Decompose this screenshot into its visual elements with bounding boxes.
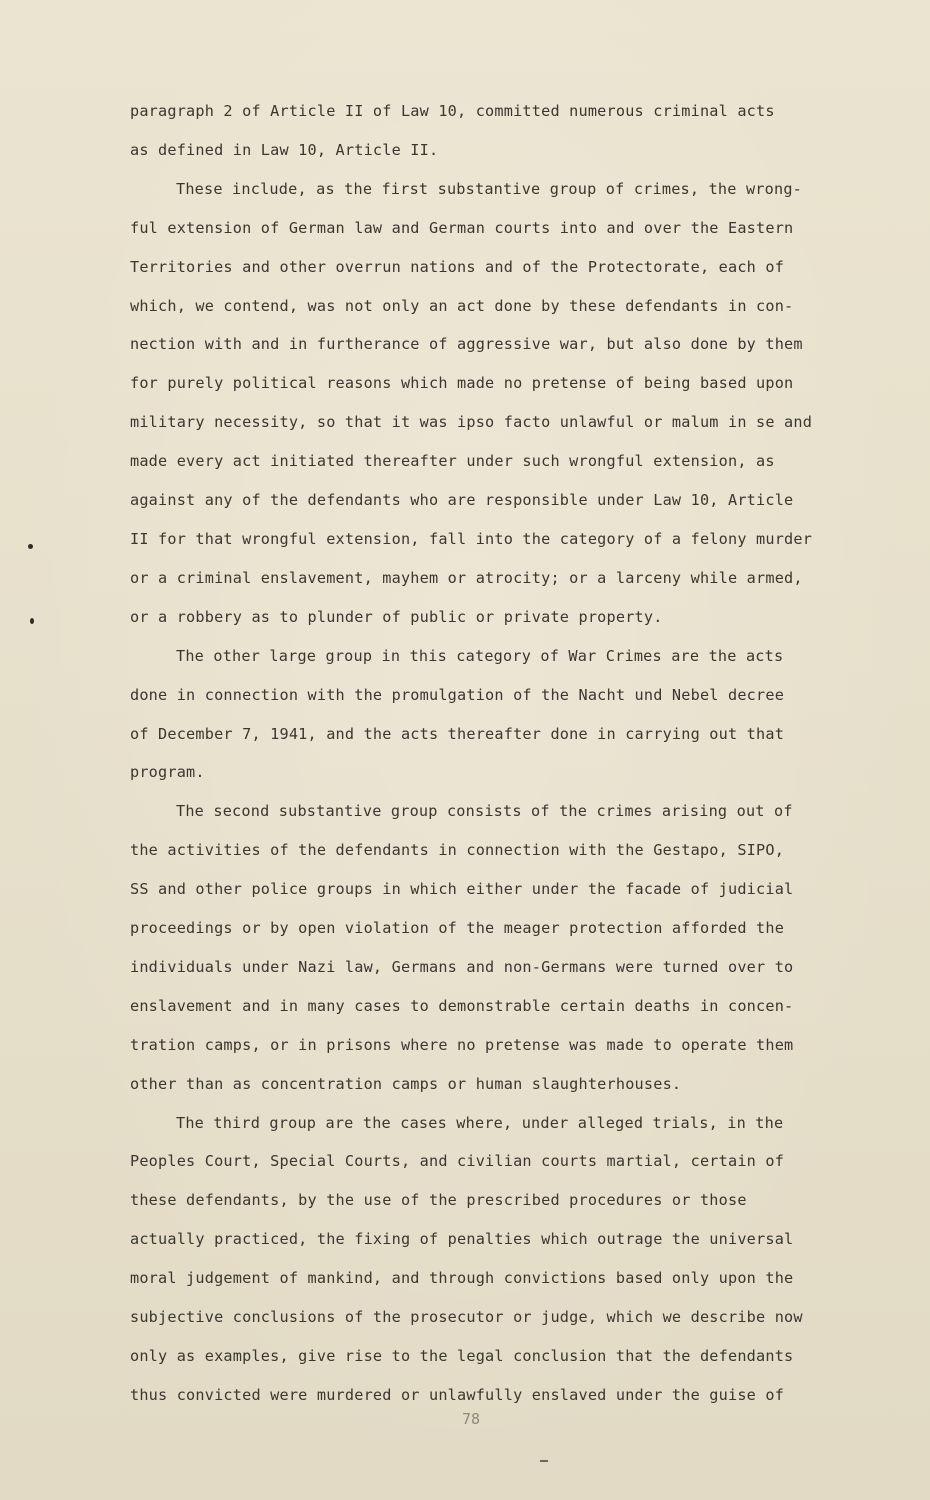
ink-speck <box>30 618 34 624</box>
typed-text-body <box>130 92 850 1415</box>
page-number: 78 <box>462 1410 481 1428</box>
paragraph-1: paragraph 2 of Article II of Law 10, committed numerous criminal acts as defined in Law 10, Article II. <box>130 102 775 159</box>
paragraph-3: The other large group in this category of War Crimes are the acts done in connection with the promulgation of the Nacht und Nebel decree of December 7, 1941, and the acts thereafter done in carrying out that program. <box>130 646 785 782</box>
paragraph-2: These include, as the first substantive group of crimes, the wrong- ful extension of German law and German courts into and over the Eastern Territories and other overrun nations and of the Protectorate, each of which, we contend, was not only an act done by these defendants in con- nection with and in furtherance of aggressive war, but also done by them for purely political reasons which made no pretense of being based upon military necessity, so that it was ipso facto unlawful or malum in se and made every act initiated thereafter under such wrongful extension, as against any of the defendants who are responsible under Law 10, Article II for that wrongful extension, fall into the category of a felony murder or a criminal enslavement, mayhem or atrocity; or a larceny while armed, or a robbery as to plunder of public or private property. <box>130 179 813 626</box>
paragraph-4: The second substantive group consists of the crimes arising out of the activities of the defendants in connection with the Gestapo, SIPO, SS and other police groups in which either under the facade of judicial proceedings or by open violation of the meager protection afforded the individuals under Nazi law, Germans and non-Germans were turned over to enslavement and in many cases to demonstrable certain deaths in concen- tration camps, or in prisons where no pretense was made to operate them other than as concentration camps or human slaughterhouses. <box>130 802 794 1093</box>
ink-speck <box>28 544 33 549</box>
paragraph-5: The third group are the cases where, under alleged trials, in the Peoples Court, Special Courts, and civilian courts martial, certain of these defendants, by the use of the prescribed procedures or those actually practiced, the fixing of penalties which outrage the universal moral judgement of mankind, and through convictions based only upon the subjective conclusions of the prosecutor or judge, which we describe now only as examples, give rise to the legal conclusion that the defendants thus convicted were murdered or unlawfully enslaved under the guise of <box>130 1113 803 1404</box>
stray-mark <box>540 1460 548 1462</box>
